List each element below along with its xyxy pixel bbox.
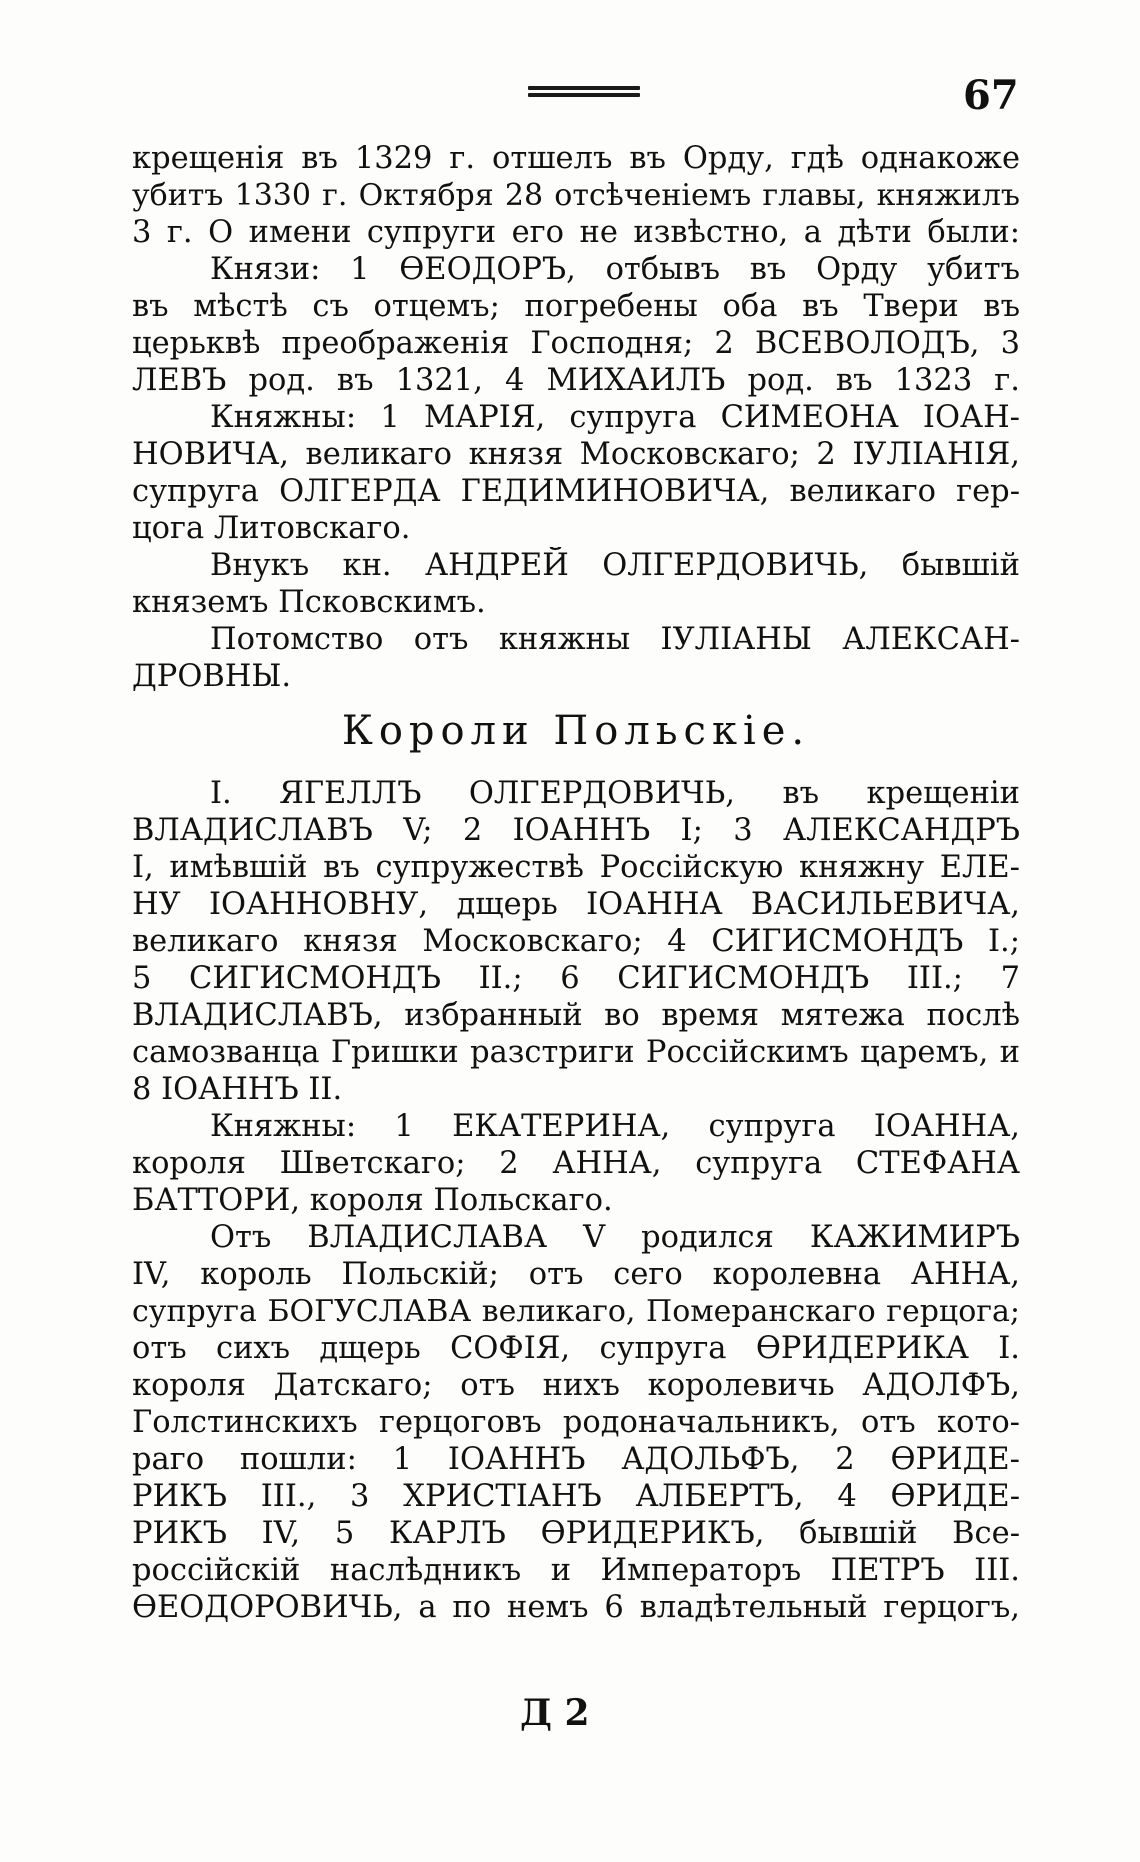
text-line: отъ сихъ дщерь СОФІЯ, супруга ѲРИДЕРИКА I. [132, 1331, 1020, 1366]
text-line: IV, король Польскій; отъ сего королевна АННА, [132, 1257, 1020, 1292]
text-line: 5 СИГИСМОНДЪ II.; 6 СИГИСМОНДЪ III.; 7 [132, 961, 1020, 996]
main-text [132, 140, 1020, 1626]
text-line: раго пошли: 1 ІОАННЪ АДОЛЬФЪ, 2 ѲРИДЕ- [132, 1442, 1020, 1477]
text-line: Отъ ВЛАДИСЛАВА V родился КАЖИМИРЪ [210, 1220, 1020, 1255]
text-line: супруга ОЛГЕРДА ГЕДИМИНОВИЧА, великаго гер- [132, 474, 1020, 509]
text-line: Княжны: 1 ЕКАТЕРИНА, супруга ІОАННА, [210, 1109, 1020, 1144]
text-line: 8 ІОАННЪ II. [132, 1072, 343, 1107]
text-line: короля Шветскаго; 2 АННА, супруга СТЕФАНА [132, 1146, 1020, 1181]
text-line: Внукъ кн. АНДРЕЙ ОЛГЕРДОВИЧЬ, бывшій [210, 548, 1020, 583]
text-line: супруга БОГУСЛАВА великаго, Померанскаго герцога; [132, 1294, 1020, 1329]
paragraph [132, 1219, 1020, 1626]
text-line: ЛЕВЪ род. въ 1321, 4 МИХАИЛЪ род. въ 1323 г. [132, 363, 1020, 398]
paragraph [132, 1108, 1020, 1219]
paragraph [132, 399, 1020, 547]
text-line: Потомство отъ княжны ІУЛІАНЫ АЛЕКСАН- [210, 622, 1020, 657]
paragraph [132, 775, 1020, 1108]
text-line: великаго князя Московскаго; 4 СИГИСМОНДЪ I.; [132, 924, 1020, 959]
text-line: ѲЕОДОРОВИЧЬ, а по немъ 6 владѣтельный герцогъ, [132, 1590, 1020, 1625]
text-line: самозванца Гришки разстриги Россійскимъ царемъ, и [132, 1035, 1020, 1070]
paragraph [132, 140, 1020, 251]
text-line: въ мѣстѣ съ отцемъ; погребены оба въ Твери въ [132, 289, 1020, 324]
text-line: Голстинскихъ герцоговъ родоначальникъ, отъ кото- [132, 1405, 1020, 1440]
header-rule [528, 86, 640, 102]
section-title: Короли Польскіе. [341, 708, 811, 754]
paragraph [132, 547, 1020, 621]
text-line: НОВИЧА, великаго князя Московскаго; 2 ІУЛІАНІЯ, [132, 437, 1020, 472]
text-line: ВЛАДИСЛАВЪ V; 2 ІОАННЪ I; 3 АЛЕКСАНДРЪ [132, 813, 1020, 848]
page-number: 67 [963, 72, 1019, 119]
paragraph [132, 251, 1020, 399]
text-line: короля Датскаго; отъ нихъ королевичь АДОЛФЪ, [132, 1368, 1020, 1403]
text-line: БАТТОРИ, короля Польскаго. [132, 1183, 613, 1218]
text-line: церьквѣ преображенія Господня; 2 ВСЕВОЛОДЪ, 3 [132, 326, 1020, 361]
text-line: Княжны: 1 МАРІЯ, супруга СИМЕОНА ІОАН- [210, 400, 1020, 435]
text-line: РИКЪ III., 3 ХРИСТІАНЪ АЛБЕРТЪ, 4 ѲРИДЕ- [132, 1479, 1020, 1514]
text-line: I, имѣвшій въ супружествѣ Россійскую княжну ЕЛЕ- [132, 850, 1020, 885]
text-line: убитъ 1330 г. Октября 28 отсѣченіемъ главы, княжилъ [132, 178, 1020, 213]
paragraph [132, 621, 1020, 695]
text-line: россійскій наслѣдникъ и Императоръ ПЕТРЪ III. [132, 1553, 1020, 1588]
text-line: крещенія въ 1329 г. отшелъ въ Орду, гдѣ однакоже [132, 141, 1020, 176]
text-line: I. ЯГЕЛЛЪ ОЛГЕРДОВИЧЬ, въ крещеніи [210, 776, 1020, 811]
text-line: княземъ Псковскимъ. [132, 585, 486, 620]
text-line: РИКЪ IV, 5 КАРЛЪ ѲРИДЕРИКЪ, бывшій Все- [132, 1516, 1020, 1551]
text-line: ВЛАДИСЛАВЪ, избранный во время мятежа послѣ [132, 998, 1020, 1033]
text-line: НУ ІОАННОВНУ, дщерь ІОАННА ВАСИЛЬЕВИЧА, [132, 887, 1020, 922]
text-line: 3 г. О имени супруги его не извѣстно, а дѣти были: [132, 215, 1020, 250]
text-line: цога Литовскаго. [132, 511, 411, 546]
text-line: Князи: 1 ѲЕОДОРЪ, отбывъ въ Орду убитъ [210, 252, 1020, 287]
text-line: ДРОВНЫ. [132, 659, 292, 694]
signature-mark: Д 2 [520, 1692, 590, 1734]
